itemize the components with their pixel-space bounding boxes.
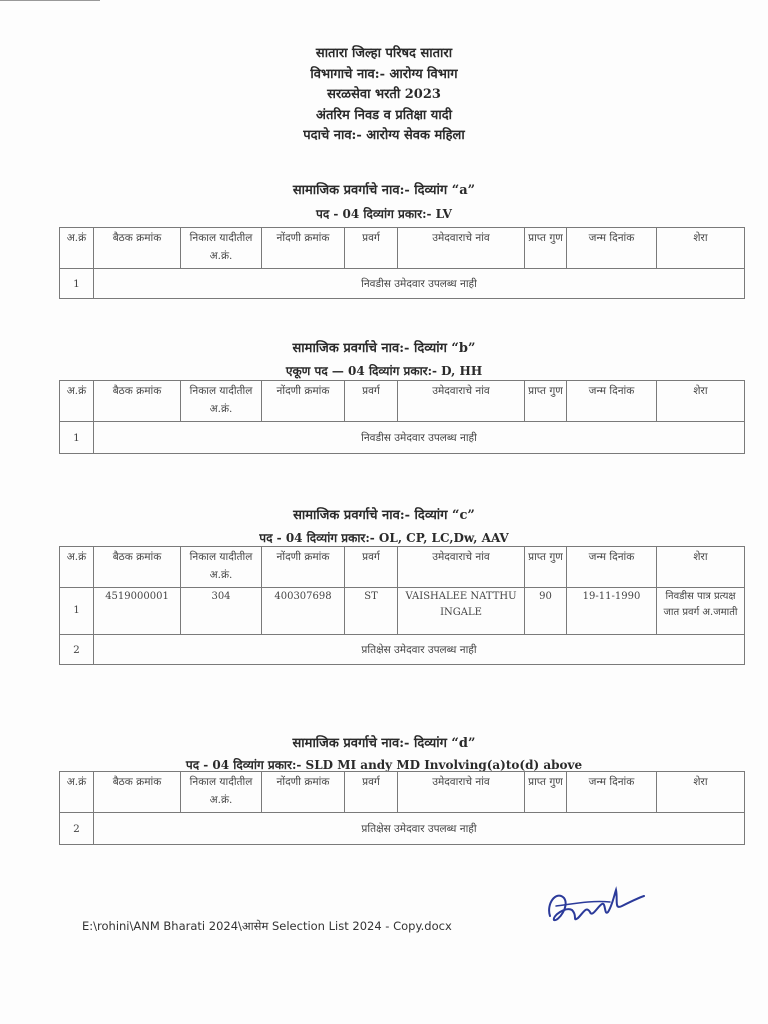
col-sr: अ.क्रं [60,547,94,588]
col-candidate-name: उमेदवाराचे नांव [398,547,525,588]
top-edge-line [0,0,100,1]
row-sr: 1 [60,422,94,454]
row-candidate-name: VAISHALEE NATTHU INGALE [398,588,525,635]
header-line-list-type: अंतरिम निवड व प्रतिक्षा यादी [316,107,452,123]
col-candidate-name: उमेदवाराचे नांव [398,381,525,422]
col-seat-no: बैठक क्रमांक [94,772,181,813]
table-row [60,813,745,845]
signature-icon [542,876,652,936]
row-message: निवडीस उमेदवार उपलब्ध नाही [94,269,745,299]
col-seat-no: बैठक क्रमांक [94,381,181,422]
col-remark: शेरा [657,228,745,269]
col-registration: नोंदणी क्रमांक [262,547,345,588]
col-registration: नोंदणी क्रमांक [262,381,345,422]
col-result-sr: निकाल यादीतील अ.क्रं. [181,381,262,422]
row-remark: निवडीस पात्र प्रत्यक्ष जात प्रवर्ग अ.जमाती [657,588,745,635]
col-dob: जन्म दिनांक [567,547,657,588]
col-category: प्रवर्ग [345,228,398,269]
table-row [60,588,745,635]
row-sr: 1 [60,588,94,635]
header-line-recruitment: सरळसेवा भरती 2023 [327,87,441,102]
col-sr: अ.क्रं [60,228,94,269]
table-header-row [60,228,745,269]
col-registration: नोंदणी क्रमांक [262,772,345,813]
col-dob: जन्म दिनांक [567,772,657,813]
col-category: प्रवर्ग [345,547,398,588]
table-row [60,422,745,454]
col-dob: जन्म दिनांक [567,228,657,269]
col-remark: शेरा [657,547,745,588]
section-d-table [59,771,745,845]
header-line-department: विभागाचे नाव:- आरोग्य विभाग [310,66,458,82]
row-message: प्रतिक्षेस उमेदवार उपलब्ध नाही [94,635,745,665]
col-seat-no: बैठक क्रमांक [94,547,181,588]
row-registration: 400307698 [262,588,345,635]
row-message: प्रतिक्षेस उमेदवार उपलब्ध नाही [94,813,745,845]
row-sr: 1 [60,269,94,299]
section-a-subtitle: पद - 04 दिव्यांग प्रकार:- LV [316,207,452,221]
col-remark: शेरा [657,381,745,422]
section-c-subtitle: पद - 04 दिव्यांग प्रकार:- OL, CP, LC,Dw, AAV [259,531,509,545]
col-result-sr: निकाल यादीतील अ.क्रं. [181,228,262,269]
col-dob: जन्म दिनांक [567,381,657,422]
col-seat-no: बैठक क्रमांक [94,228,181,269]
col-registration: नोंदणी क्रमांक [262,228,345,269]
section-d-subtitle: पद - 04 दिव्यांग प्रकार:- SLD MI andy MD Involving(a)to(d) above [185,758,583,772]
col-candidate-name: उमेदवाराचे नांव [398,228,525,269]
row-sr: 2 [60,813,94,845]
row-message: निवडीस उमेदवार उपलब्ध नाही [94,422,745,454]
table-header-row [60,772,745,813]
col-sr: अ.क्रं [60,772,94,813]
header-line-district: सातारा जिल्हा परिषद सातारा [315,46,453,61]
col-marks: प्राप्त गुण [525,228,567,269]
col-result-sr: निकाल यादीतील अ.क्रं. [181,547,262,588]
table-row [60,269,745,299]
col-marks: प्राप्त गुण [525,772,567,813]
row-dob: 19-11-1990 [567,588,657,635]
document-header [0,44,768,147]
section-b-subtitle: एकूण पद — 04 दिव्यांग प्रकार:- D, HH [285,364,483,378]
section-c-table [59,546,745,665]
section-c-title: सामाजिक प्रवर्गाचे नाव:- दिव्यांग “c” [293,508,475,523]
table-header-row [60,381,745,422]
col-remark: शेरा [657,772,745,813]
col-result-sr: निकाल यादीतील अ.क्रं. [181,772,262,813]
row-sr: 2 [60,635,94,665]
table-header-row [60,547,745,588]
col-marks: प्राप्त गुण [525,381,567,422]
table-row [60,635,745,665]
col-category: प्रवर्ग [345,772,398,813]
col-sr: अ.क्रं [60,381,94,422]
footer-file-path: E:\rohini\ANM Bharati 2024\आसेम Selection List 2024 - Copy.docx [82,919,452,933]
section-a-table [59,227,745,299]
col-marks: प्राप्त गुण [525,547,567,588]
section-b-title: सामाजिक प्रवर्गाचे नाव:- दिव्यांग “b” [292,341,476,356]
col-candidate-name: उमेदवाराचे नांव [398,772,525,813]
section-d-title: सामाजिक प्रवर्गाचे नाव:- दिव्यांग “d” [292,736,476,751]
row-marks: 90 [525,588,567,635]
header-line-post-name: पदाचे नाव:- आरोग्य सेवक महिला [303,128,465,143]
section-a-title: सामाजिक प्रवर्गाचे नाव:- दिव्यांग “a” [292,183,476,198]
row-seat-no: 4519000001 [94,588,181,635]
row-category: ST [345,588,398,635]
row-result-sr: 304 [181,588,262,635]
col-category: प्रवर्ग [345,381,398,422]
section-b-table [59,380,745,454]
